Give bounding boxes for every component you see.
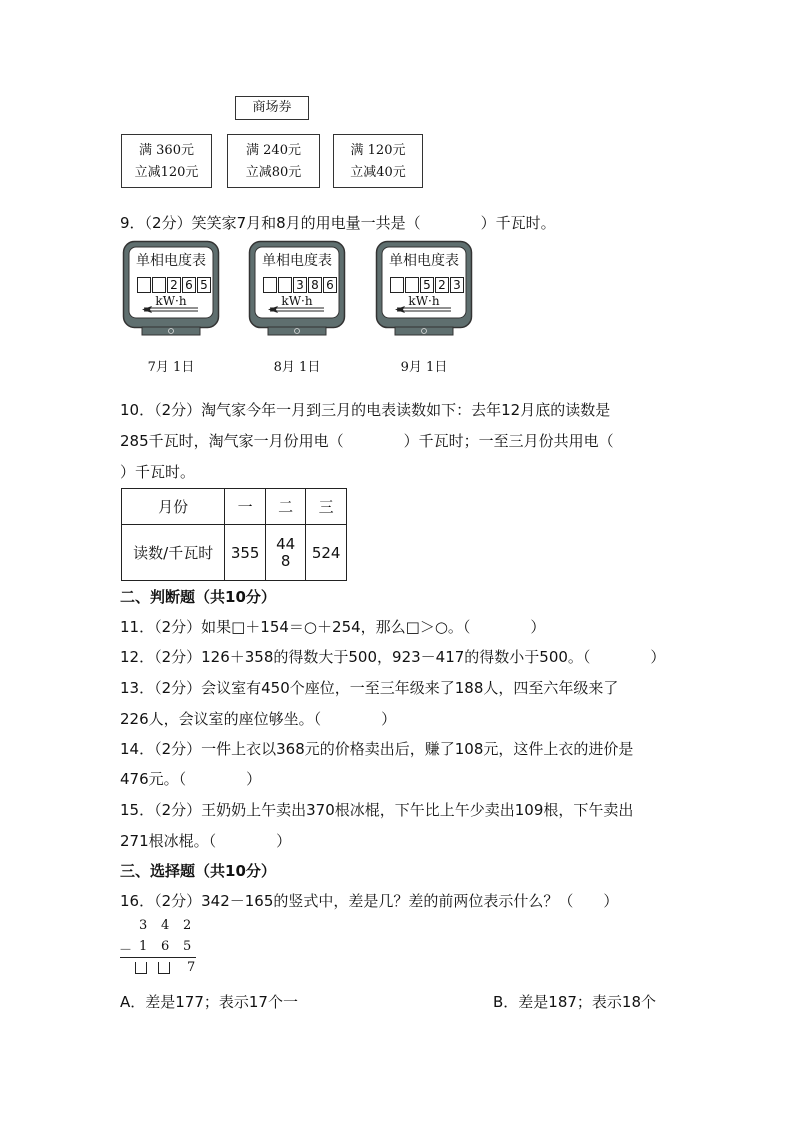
vs-digit: 6: [161, 939, 170, 954]
coupon-discount: 立减40元: [350, 165, 406, 180]
meter-digit: [405, 277, 419, 293]
table-header: 二: [265, 489, 305, 525]
question-10-line1: 10．（2分）淘气家今年一月到三月的电表读数如下：去年12月底的读数是: [120, 401, 611, 419]
coupon-title: 商场券: [235, 96, 309, 120]
question-14-line1: 14．（2分）一件上衣以368元的价格卖出后，赚了108元，这件上衣的进价是: [120, 740, 634, 758]
question-15-line2: 271根冰棍。（ ）: [120, 832, 292, 850]
meter-date: 7月 1日: [147, 360, 195, 375]
table-header: 三: [306, 489, 347, 525]
vs-digit: 4: [161, 918, 170, 933]
coupon-threshold: 满 120元: [350, 143, 406, 158]
meter-digit: 5: [420, 277, 434, 293]
meter-digit: [263, 277, 277, 293]
coupon-discount: 立减120元: [134, 165, 199, 180]
meter-title: 单相电度表: [136, 253, 206, 269]
vs-operator: －: [119, 943, 133, 958]
meter-digit: 6: [182, 277, 196, 293]
vs-digit: 5: [183, 939, 192, 954]
vs-digit: 1: [139, 939, 148, 954]
meter-unit: kW·h: [281, 294, 313, 308]
electric-meter: [248, 240, 346, 336]
table-cell-part: 8: [280, 551, 291, 570]
vs-blank-box: [135, 962, 147, 974]
meter-unit: kW·h: [408, 294, 440, 308]
meter-digit: 2: [167, 277, 181, 293]
meter-date: 8月 1日: [273, 360, 321, 375]
meter-digit: 6: [323, 277, 337, 293]
meter-digit: [390, 277, 404, 293]
question-9: 9．（2分）笑笑家7月和8月的用电量一共是（ ）千瓦时。: [120, 214, 556, 232]
section-heading: 二、判断题（共10分）: [120, 588, 276, 606]
question-14-line2: 476元。（ ）: [120, 770, 262, 788]
question-11: 11．（2分）如果□＋154＝○＋254，那么□＞○。（ ）: [120, 618, 546, 636]
electric-meter: [375, 240, 473, 336]
section-heading: 三、选择题（共10分）: [120, 862, 276, 880]
table-header: 一: [225, 489, 266, 525]
question-12: 12．（2分）126＋358的得数大于500，923－417的得数小于500。（ ）: [120, 648, 666, 666]
meter-digit: 5: [197, 277, 211, 293]
table-row-label: 读数/千瓦时: [122, 525, 225, 581]
meter-digit: [137, 277, 151, 293]
question-10-line2: 285千瓦时，淘气家一月份用电（ ）千瓦时；一至三月份共用电（: [120, 432, 614, 450]
table-cell: 355: [225, 525, 266, 581]
meter-date: 9月 1日: [400, 360, 448, 375]
coupon-card: [227, 134, 320, 188]
meter-unit: kW·h: [155, 294, 187, 308]
question-10-line3: ）千瓦时。: [120, 463, 196, 481]
table-cell: 524: [306, 525, 347, 581]
meter-digit: 2: [435, 277, 449, 293]
coupon-threshold: 满 240元: [246, 143, 301, 158]
table-cell-part: 44: [276, 534, 296, 553]
vs-digit: 2: [183, 918, 192, 933]
question-16: 16．（2分）342－165的竖式中，差是几？差的前两位表示什么？（ ）: [120, 892, 619, 910]
electric-meter: [122, 240, 220, 336]
coupon-card: [333, 134, 423, 188]
table-header: 月份: [122, 489, 225, 525]
option-a[interactable]: A．差是177；表示17个一: [120, 993, 298, 1011]
coupon-card: [121, 134, 212, 188]
meter-digit: 3: [450, 277, 464, 293]
coupon-discount: 立减80元: [245, 165, 302, 180]
meter-digit: 8: [308, 277, 322, 293]
question-13-line2: 226人，会议室的座位够坐。（ ）: [120, 710, 397, 728]
meter-digit: [152, 277, 166, 293]
meter-title: 单相电度表: [389, 253, 459, 269]
coupon-threshold: 满 360元: [139, 143, 194, 158]
table-cell: [265, 525, 305, 581]
vs-digit: 3: [139, 918, 148, 933]
meter-title: 单相电度表: [262, 253, 332, 269]
question-15-line1: 15．（2分）王奶奶上午卖出370根冰棍，下午比上午少卖出109根，下午卖出: [120, 801, 634, 819]
vs-digit: 7: [187, 960, 196, 975]
meter-digit: 3: [293, 277, 307, 293]
question-13-line1: 13．（2分）会议室有450个座位，一至三年级来了188人，四至六年级来了: [120, 679, 619, 697]
meter-digit: [278, 277, 292, 293]
vs-line: [120, 957, 196, 958]
option-b[interactable]: B．差是187；表示18个: [493, 993, 657, 1011]
meter-readings-table: [121, 488, 347, 581]
vs-blank-box: [158, 962, 170, 974]
